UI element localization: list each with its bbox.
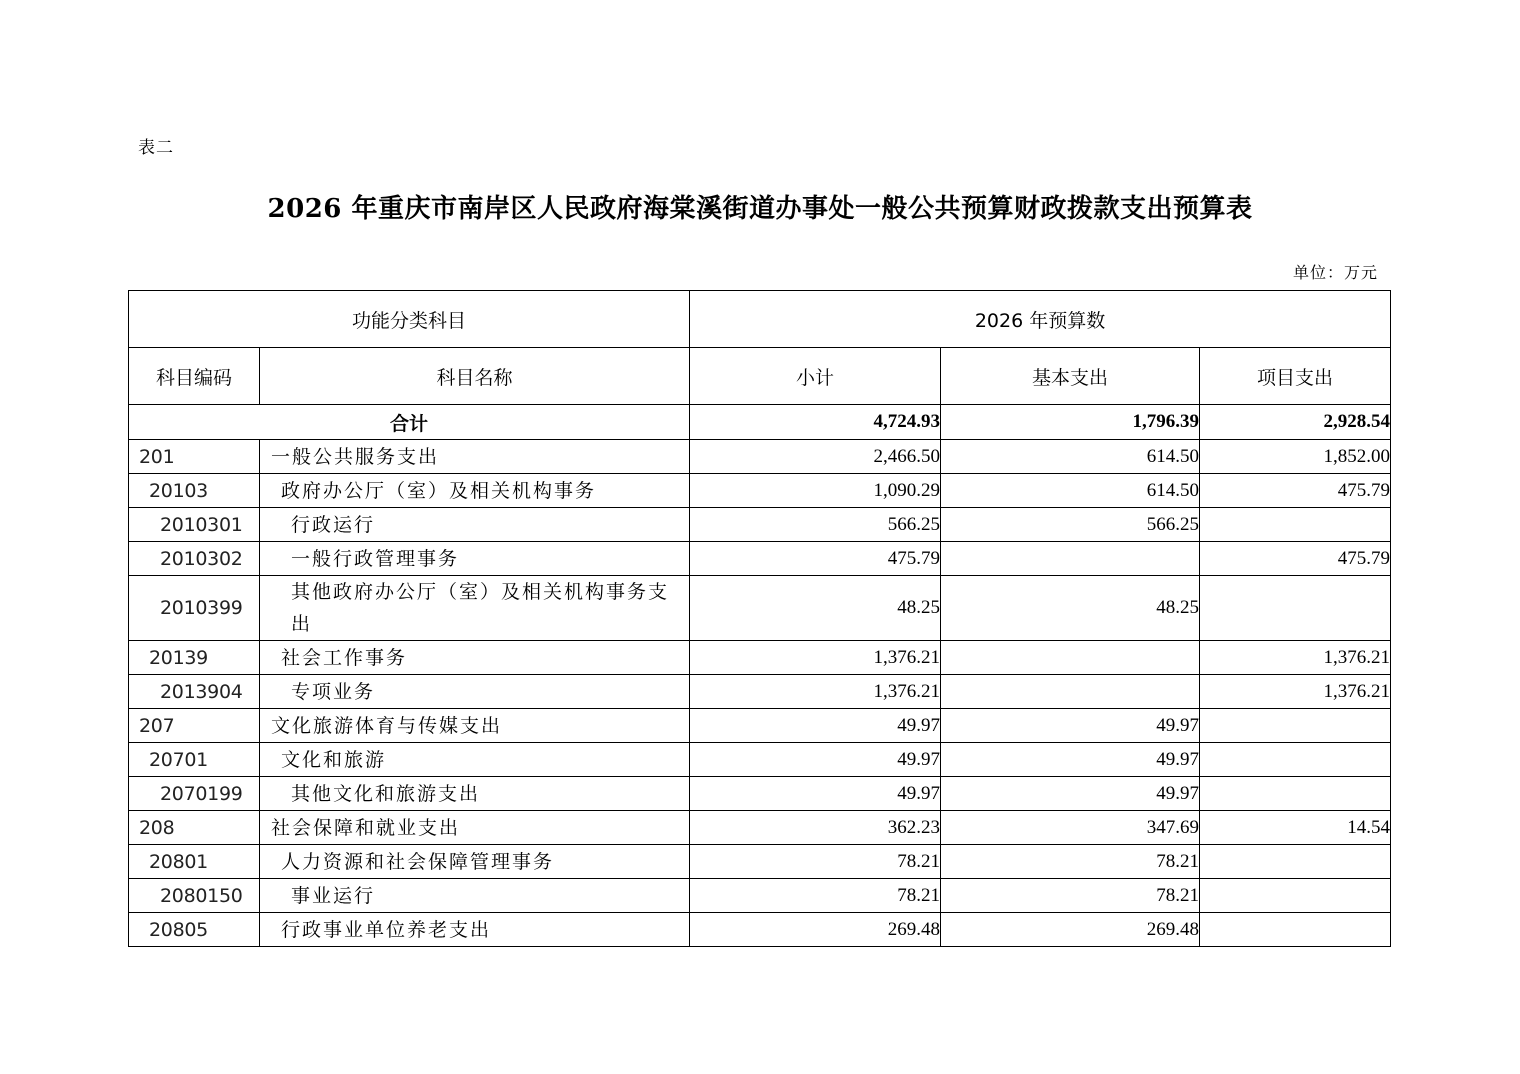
row-code: 207 — [129, 709, 260, 743]
table-row — [129, 641, 1391, 675]
row-basic — [941, 641, 1200, 675]
header-function-classification: 功能分类科目 — [129, 291, 690, 348]
row-basic: 347.69 — [941, 811, 1200, 845]
row-project: 1,376.21 — [1200, 641, 1391, 675]
row-basic: 614.50 — [941, 440, 1200, 474]
row-project — [1200, 743, 1391, 777]
row-code: 20701 — [129, 743, 260, 777]
header-name: 科目名称 — [260, 348, 690, 405]
row-basic: 269.48 — [941, 913, 1200, 947]
row-code: 20139 — [129, 641, 260, 675]
table-row — [129, 743, 1391, 777]
row-name: 行政运行 — [260, 508, 690, 542]
row-code: 2010301 — [129, 508, 260, 542]
row-name: 事业运行 — [260, 879, 690, 913]
row-name: 一般公共服务支出 — [260, 440, 690, 474]
table-row — [129, 913, 1391, 947]
header-basic: 基本支出 — [941, 348, 1200, 405]
row-project: 1,852.00 — [1200, 440, 1391, 474]
row-subtotal: 566.25 — [690, 508, 941, 542]
row-project — [1200, 508, 1391, 542]
row-subtotal: 49.97 — [690, 743, 941, 777]
row-basic — [941, 675, 1200, 709]
row-subtotal: 269.48 — [690, 913, 941, 947]
table-row — [129, 675, 1391, 709]
row-subtotal: 1,090.29 — [690, 474, 941, 508]
row-project — [1200, 709, 1391, 743]
total-project: 2,928.54 — [1200, 405, 1391, 440]
row-subtotal: 362.23 — [690, 811, 941, 845]
table-row — [129, 811, 1391, 845]
row-name: 其他文化和旅游支出 — [260, 777, 690, 811]
total-basic: 1,796.39 — [941, 405, 1200, 440]
row-project — [1200, 845, 1391, 879]
row-code: 208 — [129, 811, 260, 845]
row-basic — [941, 542, 1200, 576]
row-subtotal: 48.25 — [690, 576, 941, 641]
row-basic: 614.50 — [941, 474, 1200, 508]
row-subtotal: 1,376.21 — [690, 675, 941, 709]
row-code: 20805 — [129, 913, 260, 947]
row-project: 14.54 — [1200, 811, 1391, 845]
table-row — [129, 542, 1391, 576]
row-subtotal: 49.97 — [690, 777, 941, 811]
row-code: 2080150 — [129, 879, 260, 913]
table-row — [129, 474, 1391, 508]
total-row — [129, 405, 1391, 440]
row-subtotal: 78.21 — [690, 879, 941, 913]
row-code: 2013904 — [129, 675, 260, 709]
row-basic: 78.21 — [941, 845, 1200, 879]
table-row — [129, 508, 1391, 542]
total-subtotal: 4,724.93 — [690, 405, 941, 440]
table-row — [129, 845, 1391, 879]
row-project — [1200, 879, 1391, 913]
row-name: 专项业务 — [260, 675, 690, 709]
table-row — [129, 709, 1391, 743]
row-subtotal: 78.21 — [690, 845, 941, 879]
row-name: 政府办公厅（室）及相关机构事务 — [260, 474, 690, 508]
row-basic: 49.97 — [941, 777, 1200, 811]
header-subtotal: 小计 — [690, 348, 941, 405]
header-code: 科目编码 — [129, 348, 260, 405]
row-subtotal: 475.79 — [690, 542, 941, 576]
row-code: 2070199 — [129, 777, 260, 811]
row-project — [1200, 913, 1391, 947]
row-code: 2010399 — [129, 576, 260, 641]
row-project: 475.79 — [1200, 474, 1391, 508]
budget-table — [128, 290, 1391, 947]
row-basic: 566.25 — [941, 508, 1200, 542]
row-code: 20103 — [129, 474, 260, 508]
row-name: 文化和旅游 — [260, 743, 690, 777]
row-project — [1200, 576, 1391, 641]
row-basic: 48.25 — [941, 576, 1200, 641]
row-code: 201 — [129, 440, 260, 474]
table-label: 表二 — [138, 138, 174, 158]
total-label: 合计 — [129, 405, 690, 440]
row-name: 其他政府办公厅（室）及相关机构事务支出 — [260, 576, 690, 641]
row-project: 475.79 — [1200, 542, 1391, 576]
row-basic: 49.97 — [941, 743, 1200, 777]
table-row — [129, 576, 1391, 641]
row-name: 一般行政管理事务 — [260, 542, 690, 576]
row-basic: 49.97 — [941, 709, 1200, 743]
page-title: 2026 年重庆市南岸区人民政府海棠溪街道办事处一般公共预算财政拨款支出预算表 — [267, 194, 1253, 224]
row-name: 社会保障和就业支出 — [260, 811, 690, 845]
unit-label: 单位：万元 — [1292, 263, 1378, 282]
row-subtotal: 1,376.21 — [690, 641, 941, 675]
row-subtotal: 49.97 — [690, 709, 941, 743]
row-subtotal: 2,466.50 — [690, 440, 941, 474]
table-row — [129, 879, 1391, 913]
row-basic: 78.21 — [941, 879, 1200, 913]
row-project: 1,376.21 — [1200, 675, 1391, 709]
header-budget-2026: 2026 年预算数 — [690, 291, 1391, 348]
table-row — [129, 440, 1391, 474]
row-code: 2010302 — [129, 542, 260, 576]
row-project — [1200, 777, 1391, 811]
row-code: 20801 — [129, 845, 260, 879]
header-project: 项目支出 — [1200, 348, 1391, 405]
row-name: 行政事业单位养老支出 — [260, 913, 690, 947]
row-name: 文化旅游体育与传媒支出 — [260, 709, 690, 743]
row-name: 社会工作事务 — [260, 641, 690, 675]
table-row — [129, 777, 1391, 811]
row-name: 人力资源和社会保障管理事务 — [260, 845, 690, 879]
